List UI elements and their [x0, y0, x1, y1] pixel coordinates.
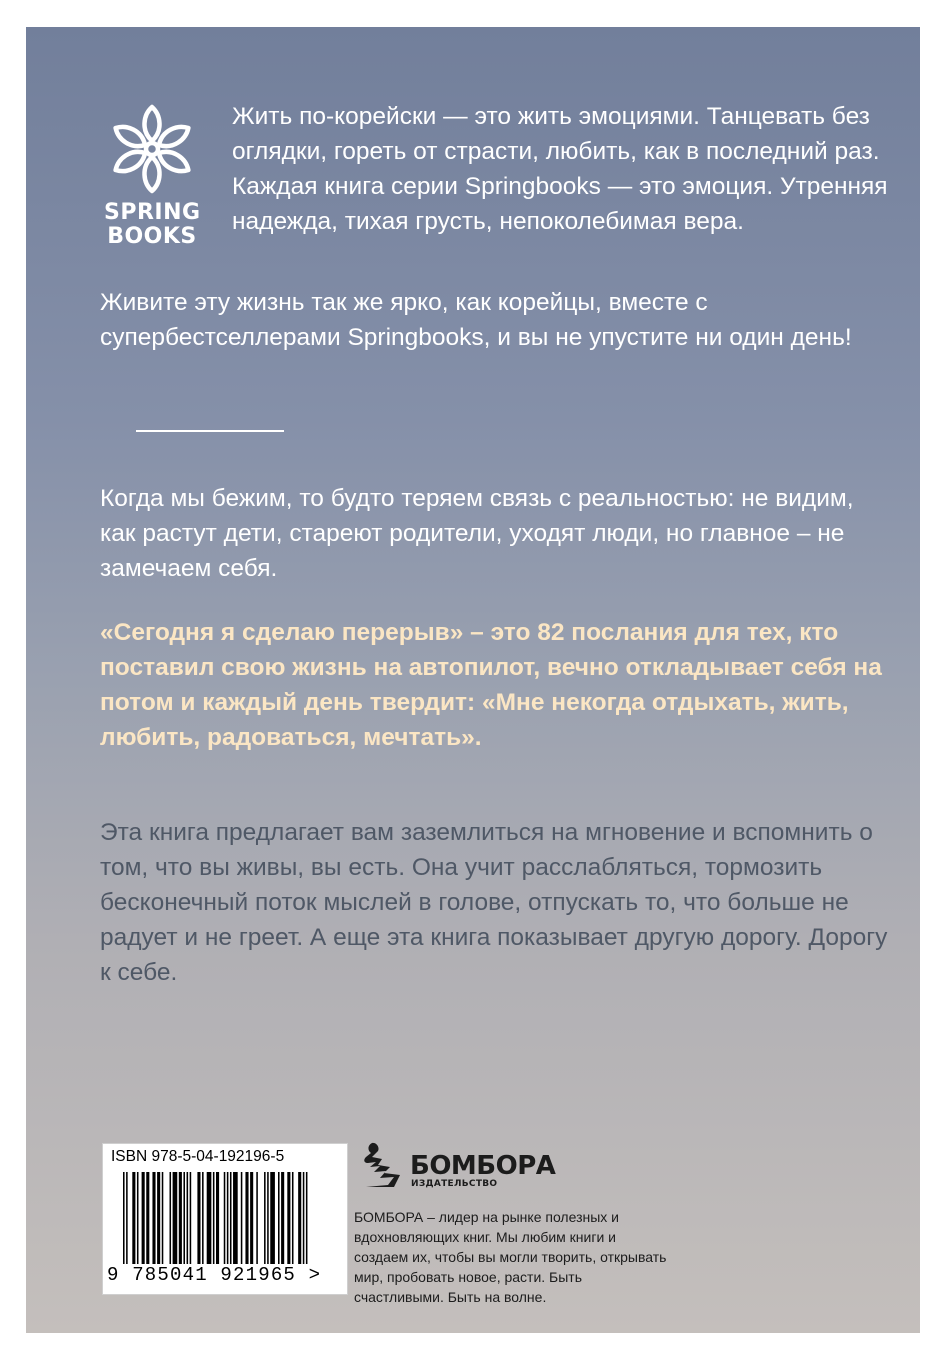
- logo-line-2: BOOKS: [107, 224, 197, 249]
- book-offer-paragraph: Эта книга предлагает вам заземлиться на мгновение и вспомнить о том, что вы живы, вы есть. Она учит расслабляться, тормозить бесконечный поток мыслей в голове, отпускать то, что больше не радует и не греет. А еще эта книга показывает другую дорогу. Дорогу к себе.: [100, 819, 888, 986]
- logo-line-1: SPRING: [104, 200, 201, 225]
- reality-paragraph: Когда мы бежим, то будто теряем связь с реальностью: не видим, как растут дети, стареют родители, уходят люди, но главное – не замечаем себя.: [100, 485, 854, 582]
- highlight-paragraph: «Сегодня я сделаю перерыв» – это 82 послания для тех, кто поставил свою жизнь на автопилот, вечно откладывает себя на потом и каждый день твердит: «Мне некогда отдыхать, жить, любить, радоваться, мечтать».: [100, 619, 882, 751]
- publisher-name: БОМБОРА: [410, 1151, 556, 1181]
- series-intro-paragraph: Жить по-корейски — это жить эмоциями. Танцевать без оглядки, гореть от страсти, любить, как в последний раз. Каждая книга серии Springbooks — это эмоция. Утренняя надежда, тихая грусть, непоколебимая вера.: [232, 103, 888, 235]
- series-call-paragraph: Живите эту жизнь так же ярко, как корейцы, вместе с супербестселлерами Springbooks, и вы не упустите ни один день!: [100, 289, 852, 351]
- barcode-icon: [123, 1172, 327, 1266]
- barcode-digits: 9 785041 921965 >: [107, 1264, 322, 1286]
- springbooks-logo: [104, 103, 200, 249]
- publisher-subtitle: ИЗДАТЕЛЬСТВО: [411, 1179, 498, 1189]
- barcode-panel: [102, 1143, 348, 1295]
- flower-logo-icon: [106, 103, 198, 195]
- logo-wordmark: [104, 201, 200, 249]
- book-back-cover: [26, 27, 920, 1333]
- divider-line: [136, 430, 284, 432]
- publisher-description: БОМБОРА – лидер на рынке полезных и вдохновляющих книг. Мы любим книги и создаем их, чтобы вы могли творить, открывать мир, пробовать новое, расти. Быть счастливыми. Быть на волне.: [354, 1209, 667, 1305]
- isbn-label: ISBN 978-5-04-192196-5: [111, 1148, 285, 1165]
